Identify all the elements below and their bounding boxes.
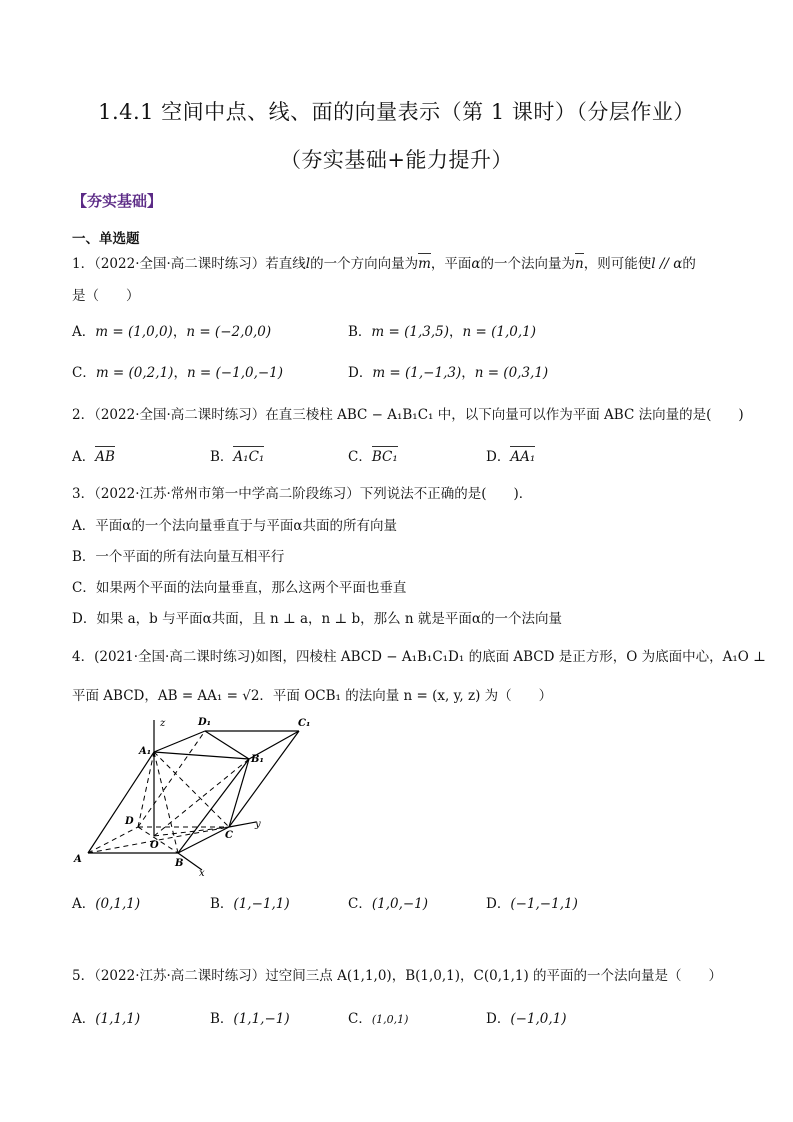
axis-z-label: z bbox=[160, 718, 166, 729]
question-4-option-b[interactable]: B．(1,−1,1) bbox=[210, 896, 290, 912]
question-3-option-a[interactable]: A．平面α的一个法向量垂直于与平面α共面的所有向量 bbox=[72, 518, 397, 534]
question-5-option-d[interactable]: D．(−1,0,1) bbox=[486, 1011, 567, 1027]
question-1-option-d[interactable]: D．m = (1,−1,3)，n = (0,3,1) bbox=[348, 365, 549, 381]
question-1-option-a[interactable]: A．m = (1,0,0)，n = (−2,0,0) bbox=[72, 324, 272, 340]
question-1-option-c[interactable]: C．m = (0,2,1)，n = (−1,0,−1) bbox=[72, 365, 284, 381]
question-type-heading: 一、单选题 bbox=[72, 231, 140, 247]
question-5-option-c[interactable]: C．(1,0,1) bbox=[348, 1011, 409, 1027]
question-2-option-a[interactable]: A．AB bbox=[72, 449, 115, 465]
question-4-stem: 4．(2021·全国·高二课时练习)如图，四棱柱 ABCD − A₁B₁C₁D₁ 的底面 ABCD 是正方形，O 为底面中心，A₁O ⊥ bbox=[72, 649, 766, 665]
vertex-c1-label: C₁ bbox=[298, 718, 311, 729]
page-title: 1.4.1 空间中点、线、面的向量表示（第 1 课时）（分层作业） bbox=[98, 100, 695, 124]
vertex-a1-label: A₁ bbox=[139, 746, 152, 757]
axis-x-label: x bbox=[199, 868, 205, 879]
question-4-stem-line2: 平面 ABCD，AB = AA₁ = √2．平面 OCB₁ 的法向量 n = (x, y, z) 为（ ） bbox=[72, 688, 553, 704]
question-1-stem-line2: 是（ ） bbox=[72, 288, 140, 304]
question-5-stem: 5．（2022·江苏·高二课时练习）过空间三点 A(1,1,0)，B(1,0,1)，C(0,1,1) 的平面的一个法向量是（ ） bbox=[72, 968, 723, 984]
vertex-b-label: B bbox=[175, 858, 184, 869]
question-1-stem: 1．（2022·全国·高二课时练习）若直线l的一个方向向量为m，平面α的一个法向量为n，则可能使l // α的 bbox=[72, 256, 696, 272]
vertex-c-label: C bbox=[225, 830, 233, 841]
question-3-option-c[interactable]: C．如果两个平面的法向量垂直，那么这两个平面也垂直 bbox=[72, 580, 407, 596]
vertex-d-label: D bbox=[125, 816, 134, 827]
vertex-a-label: A bbox=[74, 854, 82, 865]
question-3-option-d[interactable]: D．如果 a，b 与平面α共面，且 n ⊥ a，n ⊥ b，那么 n 就是平面α的一个法向量 bbox=[72, 611, 563, 627]
page-subtitle: （夯实基础+能力提升） bbox=[279, 148, 514, 172]
vertex-o-label: O bbox=[150, 840, 159, 851]
question-4-option-d[interactable]: D．(−1,−1,1) bbox=[486, 896, 578, 912]
question-3-stem: 3．（2022·江苏·常州市第一中学高二阶段练习）下列说法不正确的是( )． bbox=[72, 486, 533, 502]
question-1-option-b[interactable]: B．m = (1,3,5)，n = (1,0,1) bbox=[348, 324, 536, 340]
prism-diagram bbox=[72, 712, 311, 882]
axis-y-label: y bbox=[255, 819, 261, 830]
question-2-option-b[interactable]: B．A₁C₁ bbox=[210, 449, 265, 465]
question-2-stem: 2．（2022·全国·高二课时练习）在直三棱柱 ABC − A₁B₁C₁ 中，以下向量可以作为平面 ABC 法向量的是( ) bbox=[72, 407, 744, 423]
section-label: 【夯实基础】 bbox=[72, 192, 163, 210]
vertex-b1-label: B₁ bbox=[251, 754, 264, 765]
question-4-option-c[interactable]: C．(1,0,−1) bbox=[348, 896, 429, 912]
vertex-d1-label: D₁ bbox=[198, 717, 212, 728]
question-2-option-d[interactable]: D．AA₁ bbox=[486, 449, 536, 465]
question-5-option-a[interactable]: A．(1,1,1) bbox=[72, 1011, 141, 1027]
question-3-option-b[interactable]: B．一个平面的所有法向量互相平行 bbox=[72, 549, 285, 565]
question-2-option-c[interactable]: C．BC₁ bbox=[348, 449, 398, 465]
prism-figure bbox=[72, 712, 311, 882]
question-5-option-b[interactable]: B．(1,1,−1) bbox=[210, 1011, 290, 1027]
question-4-option-a[interactable]: A．(0,1,1) bbox=[72, 896, 141, 912]
